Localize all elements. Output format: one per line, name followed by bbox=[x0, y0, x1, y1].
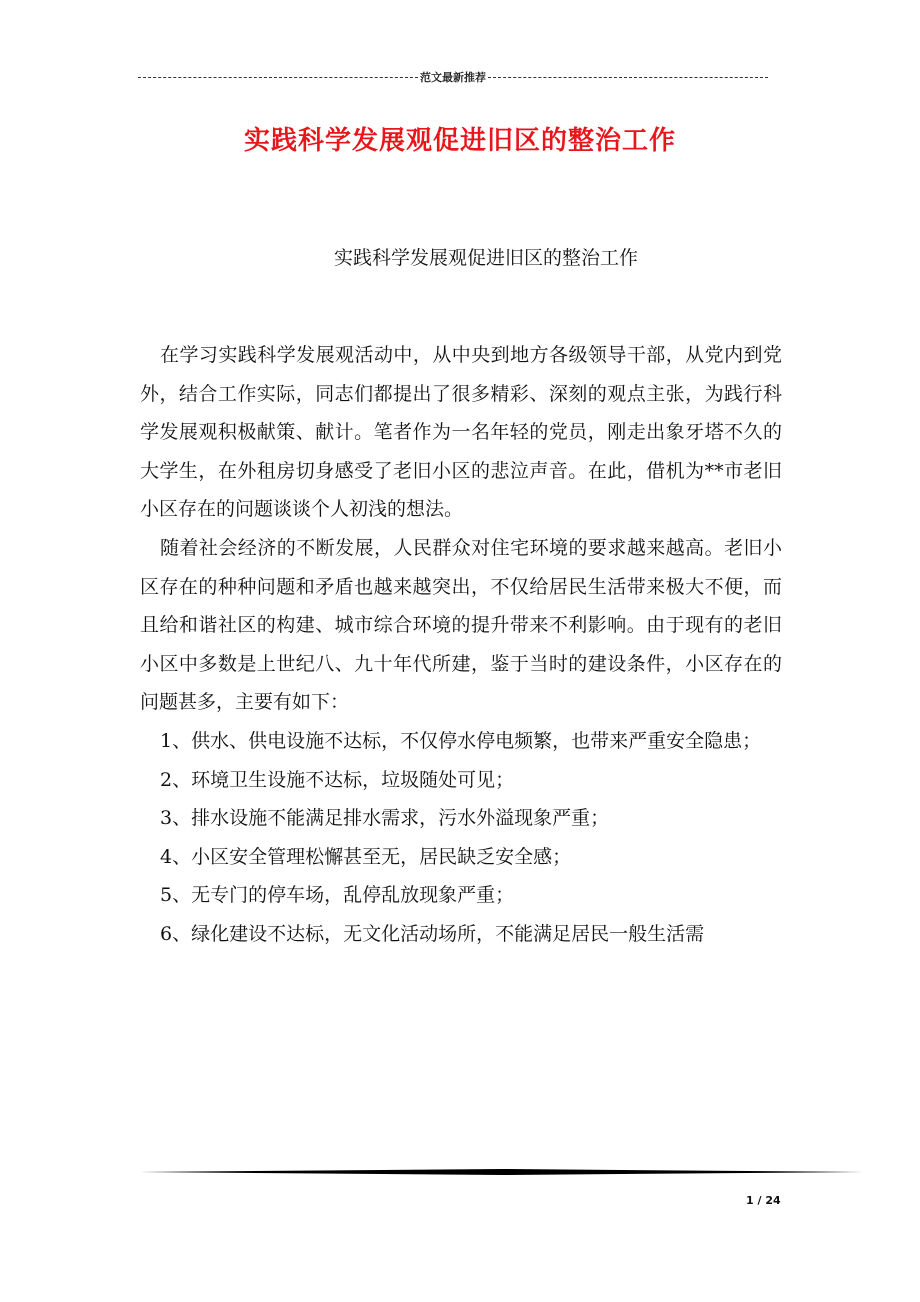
document-subtitle: 实践科学发展观促进旧区的整治工作 bbox=[334, 247, 639, 269]
list-item: 1、供水、供电设施不达标，不仅停水停电频繁，也带来严重安全隐患； bbox=[160, 729, 762, 752]
list-item: 4、小区安全管理松懈甚至无，居民缺乏安全感； bbox=[160, 845, 572, 868]
list-item: 2、环境卫生设施不达标，垃圾随处可见； bbox=[160, 768, 515, 791]
paragraph: 随着社会经济的不断发展，人民群众对住宅环境的要求越来越高。老旧小区存在的种种问题和矛盾也越来越突出，不仅给居民生活带来极大不便，而且给和谐社区的构建、城市综合环境的提升带来不利影响。由于现有的老旧小区中多数是上世纪八、九十年代所建，鉴于当时的建设条件，小区存在的问题甚多，主要有如下： bbox=[140, 536, 782, 714]
list-item: 6、绿化建设不达标，无文化活动场所，不能满足居民一般生活需 bbox=[160, 922, 705, 945]
list-item: 5、无专门的停车场，乱停乱放现象严重； bbox=[160, 884, 515, 907]
footer-rule bbox=[140, 1168, 864, 1176]
header-label: 范文最新推荐 bbox=[420, 71, 486, 84]
page-number: 1 / 24 bbox=[746, 1194, 781, 1207]
header-dash-left bbox=[138, 77, 418, 78]
page-header bbox=[138, 70, 768, 84]
document-title: 实践科学发展观促进旧区的整治工作 bbox=[243, 126, 676, 156]
list-item: 3、排水设施不能满足排水需求，污水外溢现象严重； bbox=[160, 807, 610, 830]
paragraph: 在学习实践科学发展观活动中，从中央到地方各级领导干部，从党内到党外，结合工作实际，同志们都提出了很多精彩、深刻的观点主张，为践行科学发展观积极献策、献计。笔者作为一名年轻的党员，刚走出象牙塔不久的大学生，在外租房切身感受了老旧小区的悲泣声音。在此，借机为**市老旧小区存在的问题谈谈个人初浅的想法。 bbox=[140, 344, 782, 521]
document-body bbox=[140, 336, 782, 954]
header-dash-right bbox=[488, 77, 768, 78]
